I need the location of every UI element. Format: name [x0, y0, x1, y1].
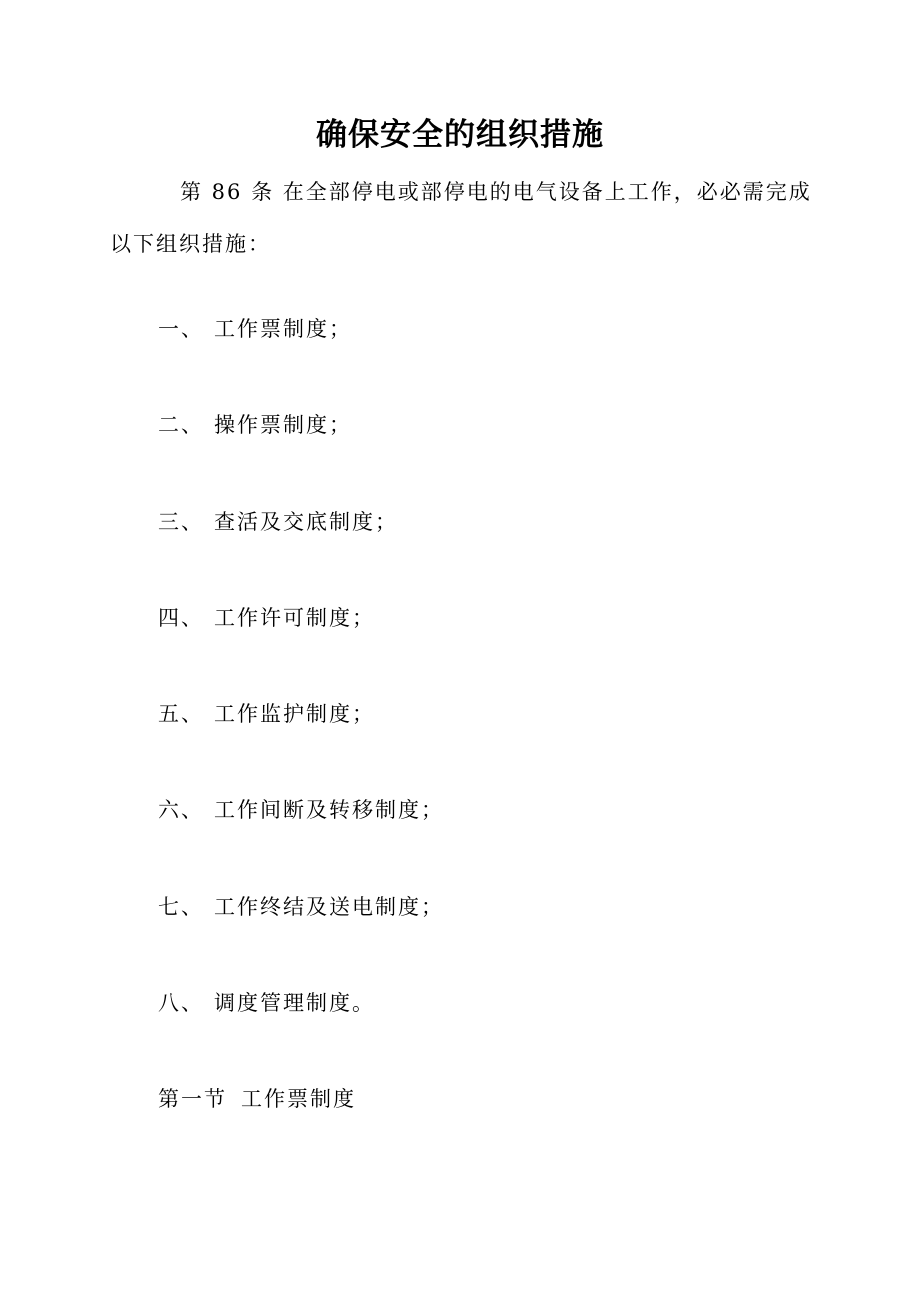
list-item-text: 工作终结及送电制度；	[214, 895, 444, 919]
section-heading	[158, 1084, 356, 1114]
list-item-number: 四、	[158, 606, 204, 630]
list-item	[158, 507, 398, 537]
list-item	[158, 699, 375, 729]
list-item	[158, 988, 375, 1018]
list-item	[158, 314, 352, 344]
list-item-text: 工作票制度；	[214, 317, 352, 341]
list-item-number: 三、	[158, 510, 204, 534]
list-item-text: 工作许可制度；	[214, 606, 375, 630]
list-item-text: 工作监护制度；	[214, 702, 375, 726]
list-item-number: 八、	[158, 991, 204, 1015]
list-item-number: 一、	[158, 317, 204, 341]
list-item-number: 二、	[158, 413, 204, 437]
intro-line-1: 第 86 条 在全部停电或部停电的电气设备上工作，必必需完成	[180, 180, 812, 204]
section-heading-label: 第一节	[158, 1087, 227, 1111]
list-item-number: 六、	[158, 798, 204, 822]
list-item-text: 调度管理制度。	[214, 991, 375, 1015]
list-item-text: 工作间断及转移制度；	[214, 798, 444, 822]
document-title: 确保安全的组织措施	[316, 117, 604, 153]
intro-line-2: 以下组织措施：	[110, 232, 271, 256]
list-item-text: 查活及交底制度；	[214, 510, 398, 534]
list-item	[158, 603, 375, 633]
list-item-number: 七、	[158, 895, 204, 919]
list-item	[158, 410, 352, 440]
list-item-text: 操作票制度；	[214, 413, 352, 437]
list-item-number: 五、	[158, 702, 204, 726]
intro-paragraph	[110, 166, 810, 270]
list-item	[158, 795, 444, 825]
list-item	[158, 892, 444, 922]
section-heading-text: 工作票制度	[241, 1087, 356, 1111]
